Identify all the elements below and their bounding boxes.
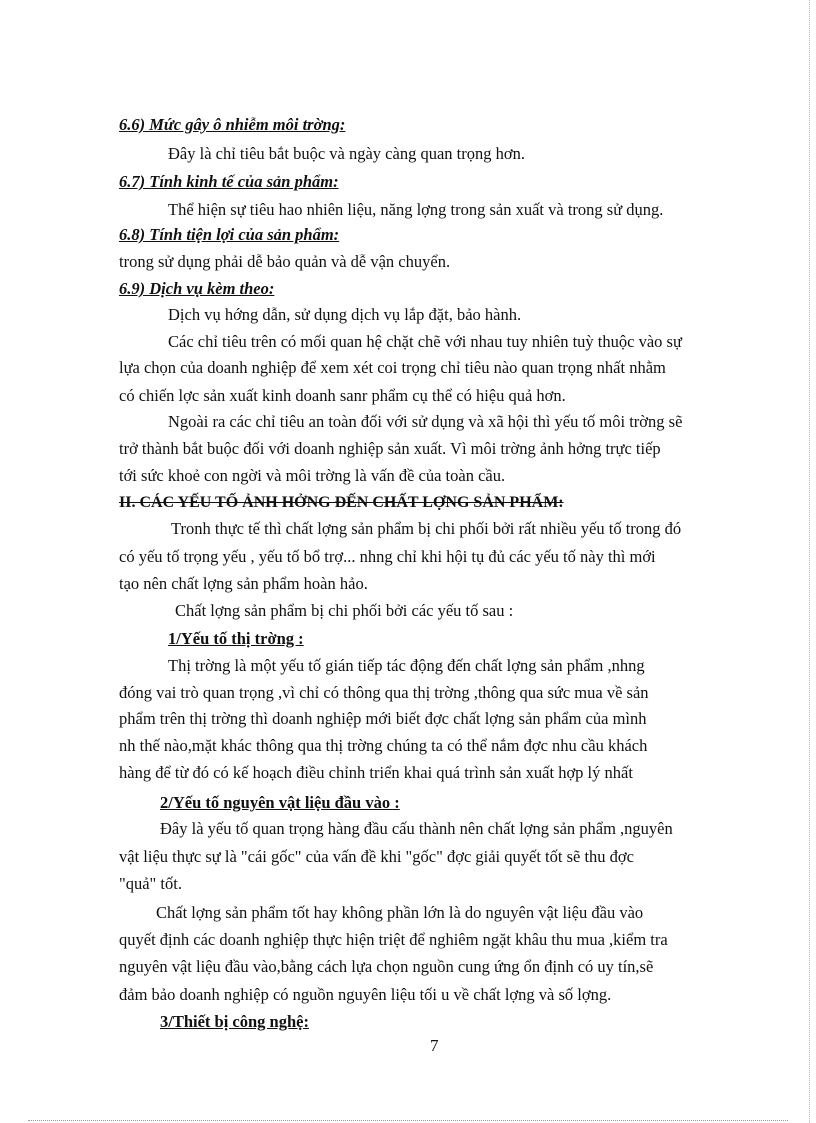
text-line: Đây là yếu tố quan trọng hàng đầu cấu thành nên chất lợng sản phẩm ,nguyên	[160, 819, 673, 838]
heading-6-9: 6.9) Dịch vụ kèm theo:	[119, 279, 275, 298]
text-line: Dịch vụ hớng dẫn, sử dụng dịch vụ lắp đặt, bảo hành.	[168, 305, 522, 324]
subheading-market: 1/Yếu tố thị trờng :	[168, 629, 304, 648]
section-heading-ii: II. CÁC YẾU TỐ ẢNH HỞNG ĐẾN CHẤT LỢNG SẢN PHẨM:	[119, 494, 564, 511]
text-line: Các chỉ tiêu trên có mối quan hệ chặt chẽ với nhau tuy nhiên tuỳ thuộc vào sự	[168, 332, 682, 351]
text-line: nh thế nào,mặt khác thông qua thị trờng chúng ta có thể nắm đợc nhu cầu khách	[119, 736, 648, 755]
text-line: vật liệu thực sự là "cái gốc" của vấn đề khi "gốc" đợc giải quyết tốt sẽ thu đợc	[119, 847, 634, 866]
subheading-materials: 2/Yếu tố nguyên vật liệu đầu vào :	[160, 793, 400, 812]
text-line: trong sử dụng phải dễ bảo quản và dễ vận chuyển.	[119, 252, 451, 271]
heading-6-6: 6.6) Mức gây ô nhiễm môi trờng:	[119, 115, 346, 134]
page-bottom-divider	[28, 1120, 788, 1121]
text-line: quyết định các doanh nghiệp thực hiện triệt để nghiêm ngặt khâu thu mua ,kiểm tra	[119, 930, 668, 949]
page-number: 7	[430, 1036, 439, 1055]
text-line: trở thành bắt buộc đối với doanh nghiệp sản xuất. Vì môi trờng ảnh hởng trực tiếp	[119, 439, 661, 458]
text-line: lựa chọn của doanh nghiệp để xem xét coi trọng chỉ tiêu nào quan trọng nhất nhằm	[119, 358, 666, 377]
text-line: Thị trờng là một yếu tố gián tiếp tác động đến chất lợng sản phẩm ,nhng	[168, 656, 645, 675]
heading-6-8: 6.8) Tính tiện lợi của sản phẩm:	[119, 225, 340, 244]
text-line: Đây là chỉ tiêu bắt buộc và ngày càng quan trọng hơn.	[168, 144, 525, 163]
text-line: có chiến lợc sản xuất kinh doanh sanr phẩm cụ thể có hiệu quả hơn.	[119, 386, 566, 405]
text-line: Chất lợng sản phẩm tốt hay không phần lớn là do nguyên vật liệu đầu vào	[156, 903, 644, 922]
subheading-technology: 3/Thiết bị công nghệ:	[160, 1012, 309, 1031]
text-line: nguyên vật liệu đầu vào,bằng cách lựa chọn nguồn cung ứng ổn định có uy tín,sẽ	[119, 957, 654, 976]
text-line: phẩm trên thị trờng thì doanh nghiệp mới biết đợc chất lợng sản phẩm của mình	[119, 709, 647, 728]
text-line: Tronh thực tế thì chất lợng sản phẩm bị chi phối bởi rất nhiều yếu tố trong đó	[171, 519, 682, 538]
text-line: đóng vai trò quan trọng ,vì chỉ có thông qua thị trờng ,thông qua sức mua về sản	[119, 683, 649, 702]
text-line: Thể hiện sự tiêu hao nhiên liệu, năng lợng trong sản xuất và trong sử dụng.	[168, 200, 664, 219]
text-line: đảm bảo doanh nghiệp có nguồn nguyên liệu tối u về chất lợng và số lợng.	[119, 985, 612, 1004]
text-line: Chất lợng sản phẩm bị chi phối bởi các yếu tố sau :	[175, 601, 514, 620]
text-line: "quả" tốt.	[119, 874, 182, 893]
text-line: hàng để từ đó có kế hoạch điều chỉnh triển khai quá trình sản xuất hợp lý nhất	[119, 763, 633, 782]
text-line: có yếu tố trọng yếu , yếu tố bổ trợ... nhng chỉ khi hội tụ đủ các yếu tố này thì mới	[119, 547, 656, 566]
heading-6-7: 6.7) Tính kinh tế của sản phẩm:	[119, 172, 339, 191]
text-line: tới sức khoẻ con ngời và môi trờng là vấn đề của toàn cầu.	[119, 466, 506, 485]
text-line: Ngoài ra các chỉ tiêu an toàn đối với sử dụng và xã hội thì yếu tố môi trờng sẽ	[168, 412, 683, 431]
page-right-divider	[809, 0, 810, 1123]
text-line: tạo nên chất lợng sản phẩm hoàn hảo.	[119, 574, 368, 593]
